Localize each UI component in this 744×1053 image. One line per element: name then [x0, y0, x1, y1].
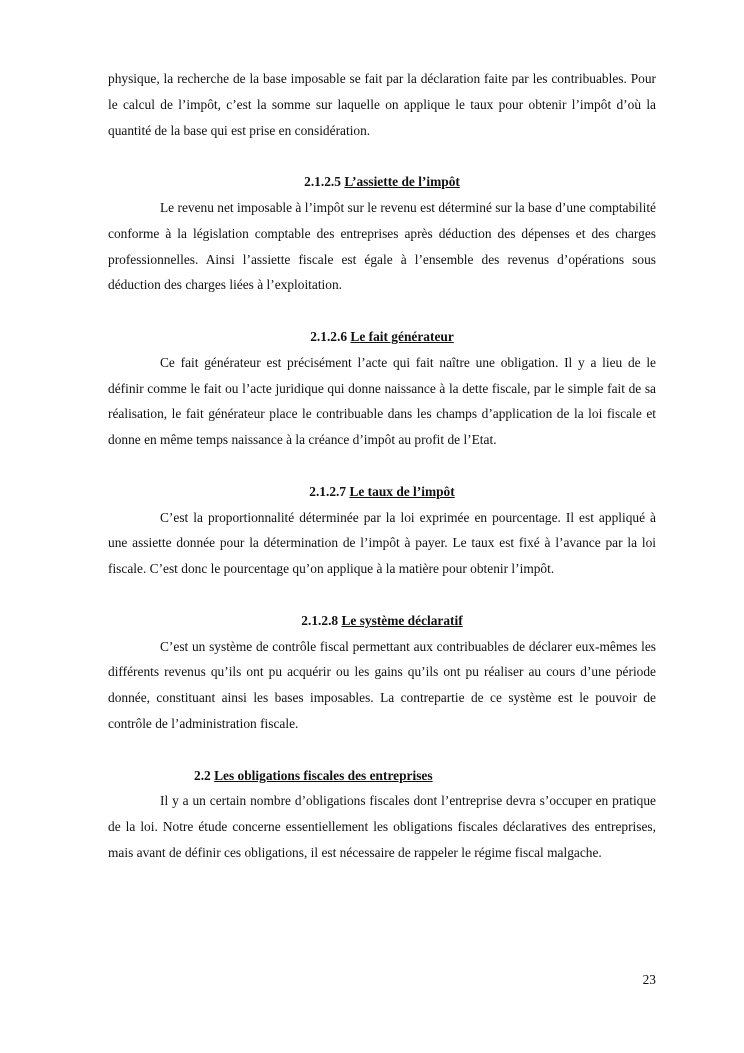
heading-title: L’assiette de l’impôt — [344, 174, 460, 190]
paragraph-taux: C’est la proportionnalité déterminée par la loi exprimée en pourcentage. Il est appliqué à une assiette donnée pour la détermination de l’impôt à payer. Le taux est fixé à l’avance par la loi fiscale. C’est donc le pourcentage qu’on applique à la matière pour obtenir l’impôt. — [108, 509, 656, 577]
document-page — [108, 66, 656, 866]
paragraph-assiette: Le revenu net imposable à l’impôt sur le revenu est déterminé sur la base d’une comptabilité conforme à la législation comptable des entreprises après déduction des dépenses et des charges professionnelles. Ainsi l’assiette fiscale est égale à l’ensemble des revenus d’opérations sous déduction des charges liées à l’exploitation. — [108, 199, 656, 293]
heading-title: Les obligations fiscales des entreprises — [214, 767, 433, 783]
heading-number: 2.1.2.5 — [304, 174, 341, 190]
intro-paragraph: physique, la recherche de la base imposable se fait par la déclaration faite par les contribuables. Pour le calcul de l’impôt, c’est la somme sur laquelle on applique le taux pour obtenir l’impôt d’où la quantité de la base qui est prise en considération. — [108, 71, 656, 138]
page-number: 23 — [642, 972, 656, 987]
heading-2-1-2-6 — [108, 324, 656, 350]
heading-2-1-2-8 — [108, 608, 656, 634]
paragraph-obligations: Il y a un certain nombre d’obligations fiscales dont l’entreprise devra s’occuper en pratique de la loi. Notre étude concerne essentiellement les obligations fiscales déclaratives des entreprises, mais avant de définir ces obligations, il est nécessaire de rappeler le régime fiscal malgache. — [108, 793, 656, 860]
heading-2-2 — [108, 763, 656, 789]
heading-title: Le fait générateur — [350, 328, 454, 344]
heading-number: 2.1.2.6 — [310, 328, 348, 344]
heading-title: Le système déclaratif — [341, 612, 463, 628]
heading-number: 2.1.2.8 — [301, 612, 339, 628]
heading-2-1-2-7 — [108, 479, 656, 505]
paragraph-systeme-declaratif: C’est un système de contrôle fiscal permettant aux contribuables de déclarer eux-mêmes les différents revenus qu’ils ont pu acquérir ou les gains qu’ils ont pu réaliser au cours d’une période donnée, constituant ainsi les bases imposables. La contrepartie de ce système est le pouvoir de contrôle de l’administration fiscale. — [108, 638, 656, 731]
heading-number: 2.2 — [194, 767, 211, 783]
paragraph-fait-generateur: Ce fait générateur est précisément l’acte qui fait naître une obligation. Il y a lieu de le définir comme le fait ou l’acte juridique qui donne naissance à la dette fiscale, par le simple fait de sa réalisation, le fait générateur place le contribuable dans les champs d’application de la loi fiscale et donne en même temps naissance à la créance d’impôt au profit de l’Etat. — [108, 354, 656, 448]
heading-2-1-2-5 — [108, 169, 656, 195]
heading-number: 2.1.2.7 — [309, 483, 347, 499]
heading-title: Le taux de l’impôt — [349, 483, 455, 499]
